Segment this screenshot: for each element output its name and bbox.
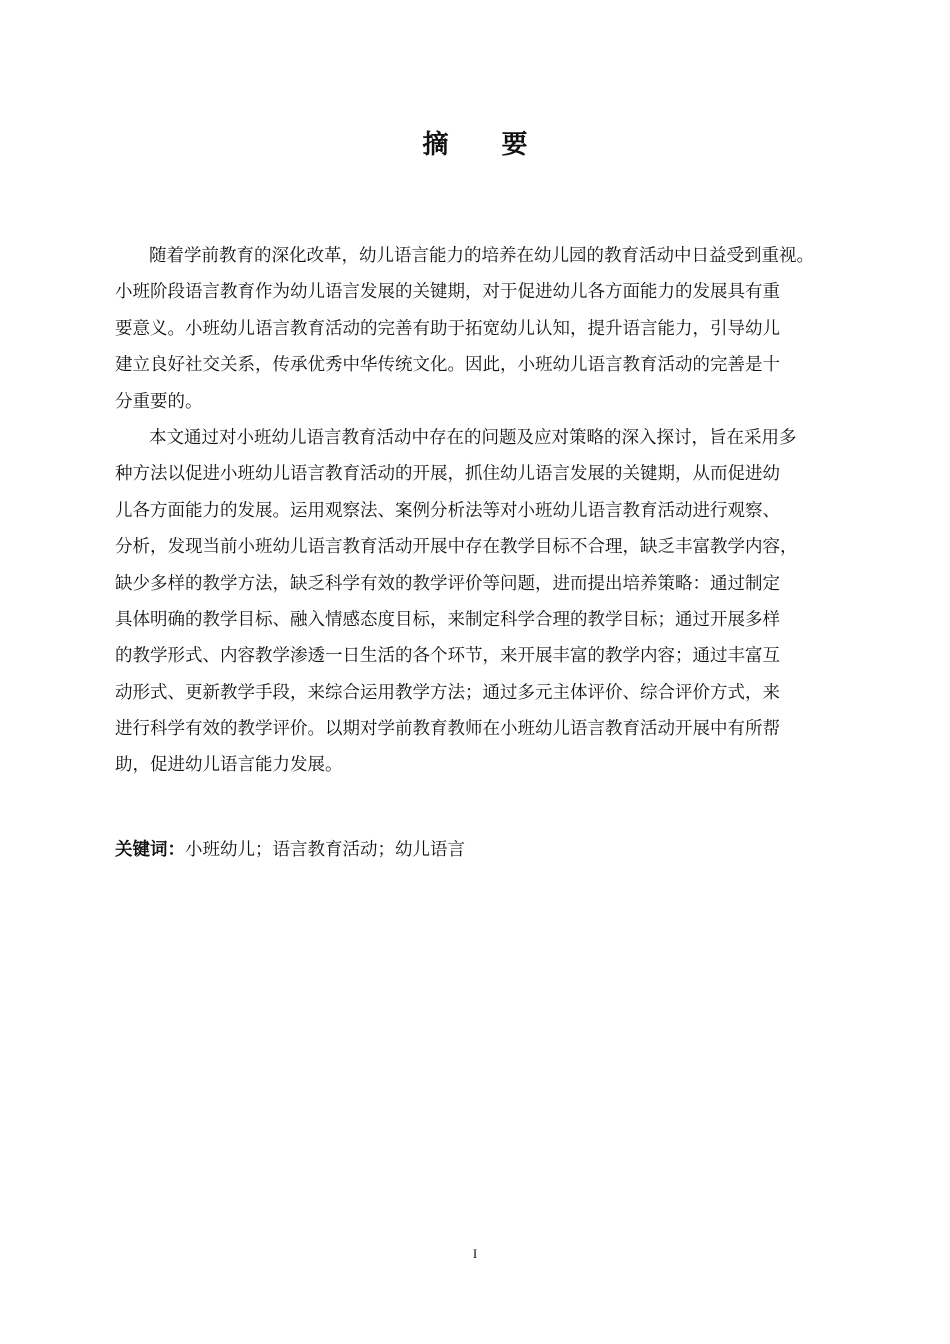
keywords-line	[115, 833, 465, 867]
paragraph-line: 小班阶段语言教育作为幼儿语言发展的关键期，对于促进幼儿各方面能力的发展具有重	[115, 282, 780, 303]
paragraph-line: 随着学前教育的深化改革，幼儿语言能力的培养在幼儿园的教育活动中日益受到重视。	[149, 246, 814, 266]
paragraph-line: 建立良好社交关系，传承优秀中华传统文化。因此，小班幼儿语言教育活动的完善是十	[115, 355, 780, 376]
paragraph-line: 分重要的。	[115, 391, 203, 412]
keywords-label: 关键词：	[115, 840, 185, 860]
paragraph-line: 进行科学有效的教学评价。以期对学前教育教师在小班幼儿语言教育活动开展中有所帮	[115, 719, 780, 740]
paragraph-line: 助，促进幼儿语言能力发展。	[115, 755, 343, 776]
keywords-text: 小班幼儿；语言教育活动；幼儿语言	[185, 840, 465, 860]
abstract-title: 摘 要	[422, 130, 550, 160]
paragraph-1	[115, 238, 875, 420]
paragraph-line: 本文通过对小班幼儿语言教育活动中存在的问题及应对策略的深入探讨，旨在采用多	[149, 427, 797, 448]
paragraph-line: 具体明确的教学目标、融入情感态度目标，来制定科学合理的教学目标；通过开展多样	[115, 609, 780, 630]
paragraph-line: 的教学形式、内容教学渗透一日生活的各个环节，来开展丰富的教学内容；通过丰富互	[115, 646, 780, 667]
paragraph-2	[115, 420, 875, 784]
paragraph-line: 要意义。小班幼儿语言教育活动的完善有助于拓宽幼儿认知，提升语言能力，引导幼儿	[115, 318, 780, 339]
paragraph-line: 种方法以促进小班幼儿语言教育活动的开展，抓住幼儿语言发展的关键期，从而促进幼	[115, 464, 780, 485]
paragraph-line: 分析，发现当前小班幼儿语言教育活动开展中存在教学目标不合理，缺乏丰富教学内容，	[115, 537, 798, 558]
paragraph-line: 动形式、更新教学手段，来综合运用教学方法；通过多元主体评价、综合评价方式，来	[115, 682, 780, 703]
page-number: I	[472, 1246, 478, 1261]
paragraph-line: 儿各方面能力的发展。运用观察法、案例分析法等对小班幼儿语言教育活动进行观察、	[115, 500, 780, 521]
paragraph-line: 缺少多样的教学方法，缺乏科学有效的教学评价等问题，进而提出培养策略：通过制定	[115, 573, 780, 594]
abstract-body	[115, 238, 875, 784]
